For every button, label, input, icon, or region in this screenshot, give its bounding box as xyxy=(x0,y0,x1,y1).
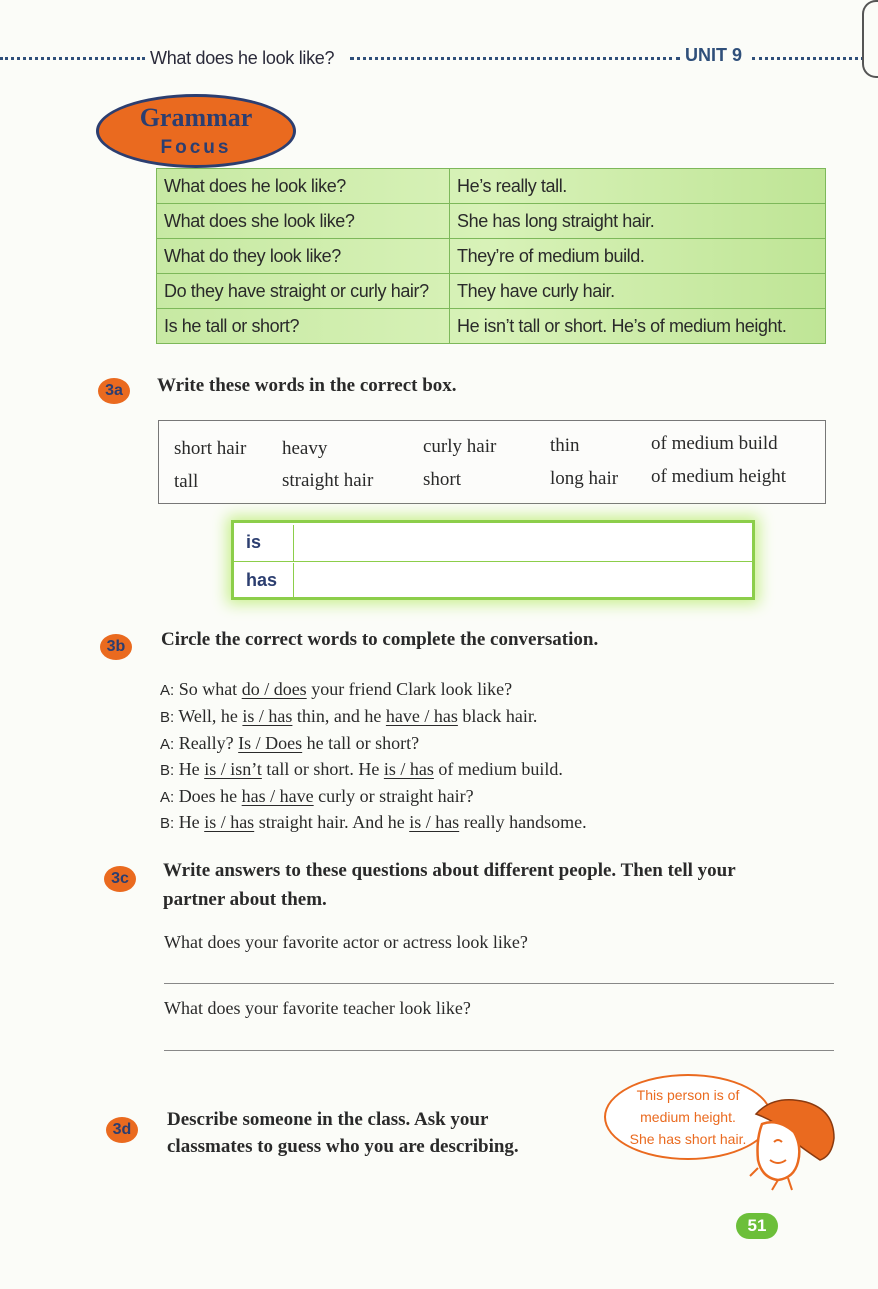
word-item: thin xyxy=(550,435,580,456)
exercise-3d-instruction-line2: classmates to guess who you are describing. xyxy=(167,1136,519,1157)
header-title: What does he look like? xyxy=(150,48,335,68)
grammar-focus-title: Grammar xyxy=(139,103,253,132)
word-item: heavy xyxy=(282,438,328,459)
line-text: your friend Clark look like? xyxy=(306,679,513,699)
word-choice[interactable]: is / isn’t xyxy=(204,759,262,779)
word-item: short hair xyxy=(174,438,247,459)
exercise-badge-3b: 3b xyxy=(100,634,132,660)
unit-label: UNIT 9 xyxy=(685,45,743,65)
page-edge xyxy=(862,0,878,78)
exercise-3c-instruction-line2: partner about them. xyxy=(163,889,327,910)
grammar-question: What do they look like? xyxy=(157,239,450,274)
has-label: has xyxy=(234,563,294,599)
speaker-label: A: xyxy=(160,736,175,753)
grammar-focus-subtitle: Focus xyxy=(160,137,232,158)
table-row xyxy=(157,309,826,344)
line-text: Really? xyxy=(178,733,239,753)
table-row xyxy=(157,169,826,204)
speaker-label: B: xyxy=(160,709,175,726)
conversation-line xyxy=(160,786,840,807)
word-choice[interactable]: is / has xyxy=(383,759,434,779)
exercise-badge-3d: 3d xyxy=(106,1117,138,1143)
grammar-question: What does she look like? xyxy=(157,204,450,239)
conversation-line xyxy=(160,759,840,780)
has-row xyxy=(234,563,752,599)
grammar-answer: He’s really tall. xyxy=(450,169,826,204)
bubble-text-line3: She has short hair. xyxy=(629,1131,747,1147)
word-item: straight hair xyxy=(282,470,374,491)
grammar-focus-badge xyxy=(96,94,296,168)
cartoon-character-icon xyxy=(748,1098,840,1192)
is-label: is xyxy=(234,525,294,561)
exercise-3c-instruction-line1: Write answers to these questions about different people. Then tell your xyxy=(163,860,736,881)
header-dots-middle xyxy=(350,57,680,60)
question-actor: What does your favorite actor or actress look like? xyxy=(164,932,528,952)
line-text: He xyxy=(178,812,205,832)
word-choice[interactable]: has / have xyxy=(241,786,314,806)
word-choice[interactable]: is / has xyxy=(242,706,293,726)
word-item: of medium height xyxy=(651,466,787,487)
bubble-text-line1: This person is of xyxy=(636,1087,740,1103)
exercise-3b-instruction: Circle the correct words to complete the conversation. xyxy=(161,629,599,650)
line-text: black hair. xyxy=(457,706,538,726)
exercise-3d-instruction-line1: Describe someone in the class. Ask your xyxy=(167,1109,489,1130)
line-text: thin, and he xyxy=(292,706,386,726)
bubble-text-line2: medium height. xyxy=(640,1109,736,1125)
word-choice[interactable]: is / has xyxy=(204,812,255,832)
line-text: Well, he xyxy=(178,706,243,726)
grammar-question: Do they have straight or curly hair? xyxy=(157,274,450,309)
conversation-line xyxy=(160,706,840,727)
table-row xyxy=(157,274,826,309)
grammar-table xyxy=(156,168,826,344)
grammar-answer: She has long straight hair. xyxy=(450,204,826,239)
speaker-label: B: xyxy=(160,815,175,832)
header-dots-right xyxy=(752,57,864,60)
conversation-line xyxy=(160,812,840,833)
line-text: tall or short. He xyxy=(261,759,384,779)
line-text: curly or straight hair? xyxy=(313,786,474,806)
word-item: curly hair xyxy=(423,436,497,457)
line-text: straight hair. And he xyxy=(254,812,410,832)
word-choice[interactable]: is / has xyxy=(409,812,460,832)
speaker-label: B: xyxy=(160,762,175,779)
line-text: So what xyxy=(178,679,242,699)
line-text: He xyxy=(178,759,205,779)
word-choice[interactable]: have / has xyxy=(385,706,458,726)
grammar-question: Is he tall or short? xyxy=(157,309,450,344)
table-row xyxy=(157,204,826,239)
answer-line-actor[interactable] xyxy=(164,983,834,984)
speaker-label: A: xyxy=(160,682,175,699)
conversation-line xyxy=(160,733,840,754)
line-text: he tall or short? xyxy=(302,733,420,753)
is-answer-field[interactable] xyxy=(295,525,752,561)
exercise-badge-3c: 3c xyxy=(104,866,136,892)
answer-line-teacher[interactable] xyxy=(164,1050,834,1051)
table-row xyxy=(157,239,826,274)
is-has-answer-box xyxy=(231,520,755,600)
speaker-label: A: xyxy=(160,789,175,806)
word-choice[interactable]: Is / Does xyxy=(238,733,303,753)
page-header xyxy=(0,45,878,68)
word-choice[interactable]: do / does xyxy=(241,679,307,699)
question-teacher: What does your favorite teacher look like? xyxy=(164,998,471,1018)
header-dots-left xyxy=(0,57,145,60)
grammar-answer: They have curly hair. xyxy=(450,274,826,309)
word-box xyxy=(158,420,826,504)
line-text: Does he xyxy=(178,786,242,806)
is-row xyxy=(234,525,752,562)
grammar-answer: They’re of medium build. xyxy=(450,239,826,274)
exercise-3a-instruction: Write these words in the correct box. xyxy=(157,375,457,396)
grammar-answer: He isn’t tall or short. He’s of medium height. xyxy=(450,309,826,344)
word-item: short xyxy=(423,469,461,490)
word-item: tall xyxy=(174,471,199,492)
conversation-line xyxy=(160,679,840,700)
word-item: of medium build xyxy=(651,433,778,454)
speech-bubble xyxy=(604,1074,772,1160)
exercise-badge-3a: 3a xyxy=(98,378,130,404)
word-item: long hair xyxy=(550,468,619,489)
page-number: 51 xyxy=(736,1213,778,1239)
line-text: really handsome. xyxy=(459,812,587,832)
has-answer-field[interactable] xyxy=(295,563,752,597)
line-text: of medium build. xyxy=(433,759,563,779)
grammar-question: What does he look like? xyxy=(157,169,450,204)
